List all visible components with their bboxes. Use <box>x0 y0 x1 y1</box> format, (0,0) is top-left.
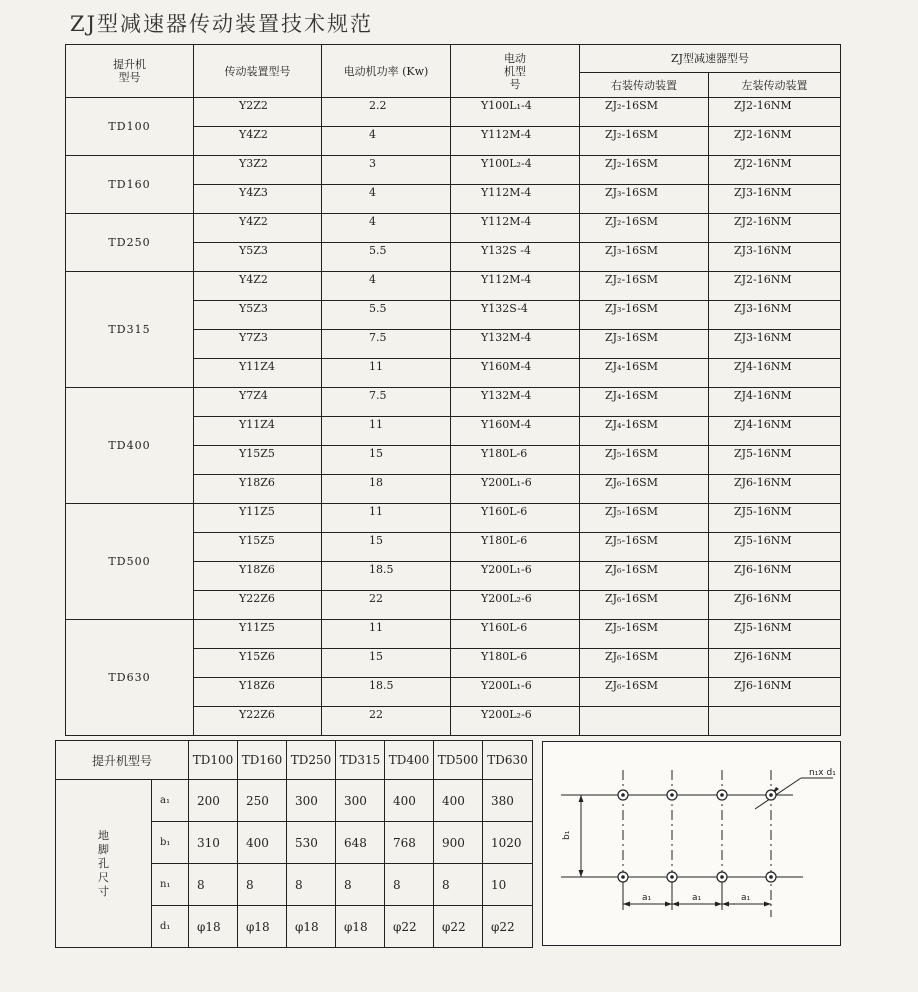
right-drive-cell: ZJ₅-16SM <box>580 446 709 475</box>
foundation-model-header: TD315 <box>336 741 385 780</box>
motor-power-cell: 18 <box>322 475 451 504</box>
drive-model-cell: Y18Z6 <box>194 562 322 591</box>
drive-model-cell: Y11Z4 <box>194 417 322 446</box>
right-drive-cell: ZJ₅-16SM <box>580 504 709 533</box>
motor-power-cell: 11 <box>322 417 451 446</box>
drive-model-cell: Y4Z3 <box>194 185 322 214</box>
arrow-a1-mid2-l <box>715 902 722 907</box>
motor-power-cell: 3 <box>322 156 451 185</box>
hoist-model-cell: TD400 <box>66 388 194 504</box>
left-drive-cell: ZJ6-16NM <box>709 562 841 591</box>
left-drive-cell: ZJ3-16NM <box>709 185 841 214</box>
left-drive-cell: ZJ5-16NM <box>709 620 841 649</box>
left-drive-cell: ZJ6-16NM <box>709 475 841 504</box>
foundation-value: 400 <box>385 780 434 822</box>
motor-power-cell: 5.5 <box>322 243 451 272</box>
right-drive-cell: ZJ₆-16SM <box>580 678 709 707</box>
drive-model-cell: Y15Z5 <box>194 533 322 562</box>
a1-label-1: a₁ <box>642 893 652 903</box>
drive-model-cell: Y4Z2 <box>194 214 322 243</box>
left-drive-cell <box>709 707 841 736</box>
foundation-value: 8 <box>189 864 238 906</box>
foundation-value: φ18 <box>336 906 385 948</box>
foundation-value: φ22 <box>483 906 533 948</box>
left-drive-cell: ZJ2-16NM <box>709 127 841 156</box>
right-drive-cell: ZJ₆-16SM <box>580 591 709 620</box>
drive-model-cell: Y22Z6 <box>194 707 322 736</box>
left-drive-cell: ZJ5-16NM <box>709 504 841 533</box>
header-motor-model: 电动机型号 <box>451 45 580 98</box>
motor-power-cell: 15 <box>322 533 451 562</box>
foundation-symbol: b₁ <box>152 822 189 864</box>
left-drive-cell: ZJ4-16NM <box>709 388 841 417</box>
foundation-value: 380 <box>483 780 533 822</box>
motor-power-cell: 11 <box>322 504 451 533</box>
foundation-value: 900 <box>434 822 483 864</box>
reducer-spec-table <box>65 44 841 736</box>
drive-model-cell: Y5Z3 <box>194 243 322 272</box>
right-drive-cell: ZJ₄-16SM <box>580 359 709 388</box>
foundation-table-body <box>56 741 533 948</box>
drive-model-cell: Y11Z5 <box>194 620 322 649</box>
spec-row <box>66 156 841 185</box>
motor-power-cell: 5.5 <box>322 301 451 330</box>
foundation-value: φ22 <box>434 906 483 948</box>
arrow-a1-left <box>623 902 630 907</box>
motor-model-cell: Y112M-4 <box>451 127 580 156</box>
hoist-model-cell: TD160 <box>66 156 194 214</box>
right-drive-cell: ZJ₃-16SM <box>580 330 709 359</box>
right-drive-cell: ZJ₃-16SM <box>580 301 709 330</box>
motor-power-cell: 2.2 <box>322 98 451 127</box>
left-drive-cell: ZJ2-16NM <box>709 272 841 301</box>
foundation-header-label: 提升机型号 <box>56 741 189 780</box>
foundation-value: 10 <box>483 864 533 906</box>
hole-spec-label: n₁x d₁ <box>809 768 836 778</box>
left-drive-cell: ZJ3-16NM <box>709 330 841 359</box>
header-drive-model: 传动装置型号 <box>194 45 322 98</box>
motor-model-cell: Y100L₁-4 <box>451 98 580 127</box>
drive-model-cell: Y22Z6 <box>194 591 322 620</box>
foundation-value: 8 <box>238 864 287 906</box>
foundation-value: φ18 <box>189 906 238 948</box>
foundation-symbol: a₁ <box>152 780 189 822</box>
foundation-value: 310 <box>189 822 238 864</box>
motor-power-cell: 4 <box>322 185 451 214</box>
foundation-value: 768 <box>385 822 434 864</box>
left-drive-cell: ZJ5-16NM <box>709 533 841 562</box>
left-drive-cell: ZJ3-16NM <box>709 243 841 272</box>
spec-row <box>66 504 841 533</box>
a1-label-3: a₁ <box>741 893 751 903</box>
foundation-value: 530 <box>287 822 336 864</box>
drive-model-cell: Y15Z6 <box>194 649 322 678</box>
foundation-value: 300 <box>287 780 336 822</box>
drive-model-cell: Y18Z6 <box>194 678 322 707</box>
header-left-drive: 左装传动装置 <box>709 73 841 98</box>
spec-row <box>66 620 841 649</box>
drive-model-cell: Y4Z2 <box>194 127 322 156</box>
left-drive-cell: ZJ3-16NM <box>709 301 841 330</box>
motor-power-cell: 4 <box>322 127 451 156</box>
foundation-side-label: 地 脚 孔 尺 寸 <box>56 780 152 948</box>
foundation-value: 400 <box>434 780 483 822</box>
motor-model-cell: Y180L-6 <box>451 533 580 562</box>
header-hoist-model: 提升机型号 <box>66 45 194 98</box>
foundation-value: 400 <box>238 822 287 864</box>
foundation-value: 300 <box>336 780 385 822</box>
motor-model-cell: Y112M-4 <box>451 185 580 214</box>
drive-model-cell: Y11Z5 <box>194 504 322 533</box>
right-drive-cell <box>580 707 709 736</box>
motor-model-cell: Y180L-6 <box>451 649 580 678</box>
header-reducer-group: ZJ型减速器型号 <box>580 45 841 73</box>
right-drive-cell: ZJ₄-16SM <box>580 417 709 446</box>
drive-model-cell: Y5Z3 <box>194 301 322 330</box>
drive-model-cell: Y7Z4 <box>194 388 322 417</box>
right-drive-cell: ZJ₃-16SM <box>580 243 709 272</box>
left-drive-cell: ZJ2-16NM <box>709 156 841 185</box>
foundation-hole-table <box>55 740 533 948</box>
foundation-value: 200 <box>189 780 238 822</box>
left-drive-cell: ZJ6-16NM <box>709 591 841 620</box>
page-title: ZJ型减速器传动装置技术规范 <box>70 12 374 36</box>
right-drive-cell: ZJ₅-16SM <box>580 620 709 649</box>
arrow-a1-mid2-r <box>722 902 729 907</box>
arrow-b1-bottom <box>579 870 584 877</box>
motor-power-cell: 15 <box>322 649 451 678</box>
left-drive-cell: ZJ6-16NM <box>709 678 841 707</box>
motor-model-cell: Y132S -4 <box>451 243 580 272</box>
drive-model-cell: Y18Z6 <box>194 475 322 504</box>
hoist-model-cell: TD100 <box>66 98 194 156</box>
foundation-value: 8 <box>287 864 336 906</box>
right-drive-cell: ZJ₂-16SM <box>580 98 709 127</box>
spec-row <box>66 214 841 243</box>
motor-model-cell: Y200L₁-6 <box>451 678 580 707</box>
motor-model-cell: Y100L₂-4 <box>451 156 580 185</box>
header-motor-power: 电动机功率 (Kw) <box>322 45 451 98</box>
hoist-model-cell: TD315 <box>66 272 194 388</box>
drive-model-cell: Y11Z4 <box>194 359 322 388</box>
foundation-model-header: TD400 <box>385 741 434 780</box>
right-drive-cell: ZJ₆-16SM <box>580 562 709 591</box>
motor-power-cell: 15 <box>322 446 451 475</box>
hole-leader-line <box>755 778 801 809</box>
right-drive-cell: ZJ₅-16SM <box>580 533 709 562</box>
motor-model-cell: Y200L₁-6 <box>451 562 580 591</box>
foundation-value: 8 <box>385 864 434 906</box>
hoist-model-cell: TD250 <box>66 214 194 272</box>
foundation-model-header: TD160 <box>238 741 287 780</box>
motor-power-cell: 4 <box>322 272 451 301</box>
foundation-value: 648 <box>336 822 385 864</box>
right-drive-cell: ZJ₆-16SM <box>580 475 709 504</box>
foundation-diagram-svg <box>543 742 840 945</box>
motor-power-cell: 18.5 <box>322 678 451 707</box>
motor-model-cell: Y200L₂-6 <box>451 707 580 736</box>
drive-model-cell: Y7Z3 <box>194 330 322 359</box>
a1-label-2: a₁ <box>692 893 702 903</box>
drive-model-cell: Y2Z2 <box>194 98 322 127</box>
motor-power-cell: 18.5 <box>322 562 451 591</box>
motor-model-cell: Y160M-4 <box>451 359 580 388</box>
spec-row <box>66 272 841 301</box>
arrow-b1-top <box>579 795 584 802</box>
right-drive-cell: ZJ₃-16SM <box>580 185 709 214</box>
left-drive-cell: ZJ5-16NM <box>709 446 841 475</box>
motor-model-cell: Y160M-4 <box>451 417 580 446</box>
left-drive-cell: ZJ4-16NM <box>709 417 841 446</box>
arrow-a1-mid-r <box>672 902 679 907</box>
foundation-model-header: TD630 <box>483 741 533 780</box>
motor-model-cell: Y132M-4 <box>451 388 580 417</box>
header-right-drive: 右装传动装置 <box>580 73 709 98</box>
foundation-model-header: TD500 <box>434 741 483 780</box>
foundation-value: 8 <box>336 864 385 906</box>
foundation-model-header: TD250 <box>287 741 336 780</box>
motor-model-cell: Y200L₁-6 <box>451 475 580 504</box>
right-drive-cell: ZJ₄-16SM <box>580 388 709 417</box>
hoist-model-cell: TD630 <box>66 620 194 736</box>
foundation-value: 1020 <box>483 822 533 864</box>
motor-power-cell: 7.5 <box>322 388 451 417</box>
motor-model-cell: Y180L-6 <box>451 446 580 475</box>
foundation-value: φ18 <box>238 906 287 948</box>
motor-power-cell: 22 <box>322 591 451 620</box>
arrow-a1-mid-l <box>665 902 672 907</box>
right-drive-cell: ZJ₂-16SM <box>580 214 709 243</box>
hoist-model-cell: TD500 <box>66 504 194 620</box>
drive-model-cell: Y4Z2 <box>194 272 322 301</box>
foundation-layout-diagram <box>542 741 841 946</box>
left-drive-cell: ZJ4-16NM <box>709 359 841 388</box>
right-drive-cell: ZJ₆-16SM <box>580 649 709 678</box>
foundation-symbol: d₁ <box>152 906 189 948</box>
foundation-value: φ22 <box>385 906 434 948</box>
foundation-value: 8 <box>434 864 483 906</box>
motor-power-cell: 11 <box>322 620 451 649</box>
foundation-symbol: n₁ <box>152 864 189 906</box>
right-drive-cell: ZJ₂-16SM <box>580 127 709 156</box>
left-drive-cell: ZJ2-16NM <box>709 98 841 127</box>
foundation-value: 250 <box>238 780 287 822</box>
foundation-header-row <box>56 741 533 780</box>
drive-model-cell: Y3Z2 <box>194 156 322 185</box>
motor-model-cell: Y160L-6 <box>451 620 580 649</box>
arrow-a1-right <box>764 902 771 907</box>
motor-model-cell: Y160L-6 <box>451 504 580 533</box>
motor-model-cell: Y200L₂-6 <box>451 591 580 620</box>
left-drive-cell: ZJ2-16NM <box>709 214 841 243</box>
motor-model-cell: Y132S-4 <box>451 301 580 330</box>
spec-row <box>66 388 841 417</box>
right-drive-cell: ZJ₂-16SM <box>580 156 709 185</box>
left-drive-cell: ZJ6-16NM <box>709 649 841 678</box>
foundation-model-header: TD100 <box>189 741 238 780</box>
motor-power-cell: 22 <box>322 707 451 736</box>
motor-power-cell: 4 <box>322 214 451 243</box>
right-drive-cell: ZJ₂-16SM <box>580 272 709 301</box>
motor-model-cell: Y112M-4 <box>451 214 580 243</box>
foundation-row <box>56 780 533 822</box>
spec-row <box>66 98 841 127</box>
motor-model-cell: Y112M-4 <box>451 272 580 301</box>
drive-model-cell: Y15Z5 <box>194 446 322 475</box>
motor-power-cell: 11 <box>322 359 451 388</box>
b1-label: b₁ <box>562 830 572 840</box>
motor-power-cell: 7.5 <box>322 330 451 359</box>
spec-table-body <box>66 98 841 736</box>
foundation-value: φ18 <box>287 906 336 948</box>
motor-model-cell: Y132M-4 <box>451 330 580 359</box>
